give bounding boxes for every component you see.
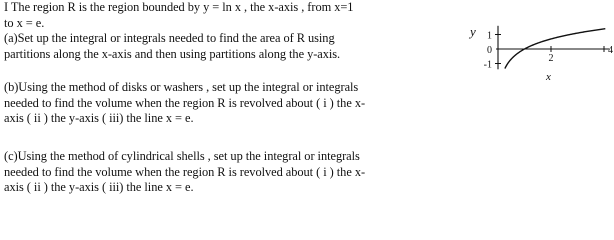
part-b-line-3: axis ( ii ) the y-axis ( iii) the line x = e. (4, 111, 194, 125)
part-c-line-3: axis ( ii ) the y-axis ( iii) the line x = e. (4, 180, 194, 194)
x-tick-label: 2 (548, 53, 554, 64)
y-tick-label: -1 (483, 59, 492, 71)
y-tick-label: 1 (487, 30, 492, 42)
intro-line-1: I The region R is the region bounded by y = ln x , the x-axis , from x=1 (4, 0, 354, 14)
problem-intro-and-part-a (4, 0, 444, 62)
x-axis-label: x (546, 71, 551, 83)
part-c (4, 149, 444, 196)
part-b (4, 80, 444, 127)
y-tick-label: 0 (487, 45, 492, 56)
part-c-line-2: needed to find the volume when the region R is revolved about ( i ) the x- (4, 164, 366, 179)
x-tick-label: 4 (608, 45, 613, 56)
part-c-line-1: (c)Using the method of cylindrical shells , set up the integral or integrals (4, 149, 360, 163)
part-a-line-2: partitions along the x-axis and then using partitions along the y-axis. (4, 46, 341, 61)
intro-line-2: to x = e. (4, 15, 45, 30)
part-b-line-1: (b)Using the method of disks or washers , set up the integral or integrals (4, 80, 359, 94)
axis-tick-labels (484, 31, 613, 71)
ln-x-graph (460, 6, 613, 102)
part-b-line-2: needed to find the volume when the region R is revolved about ( i ) the x- (4, 95, 366, 110)
y-axis-label: y (470, 24, 476, 39)
part-a-line-1: (a)Set up the integral or integrals needed to find the area of R using (4, 31, 335, 45)
